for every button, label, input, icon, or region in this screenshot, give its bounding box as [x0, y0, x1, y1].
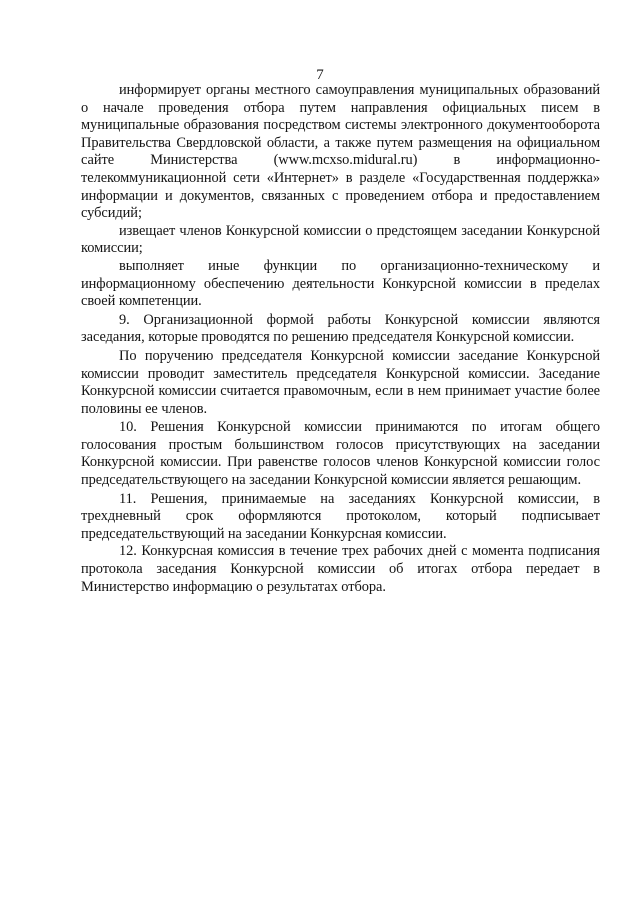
- paragraph-item-9: 9. Организационной формой работы Конкурсной комиссии являются заседания, которые проводятся по решению председателя Конкурсной комиссии.: [81, 311, 600, 346]
- document-body: [81, 82, 600, 596]
- paragraph-other-functions: выполняет иные функции по организационно-техническому и информационному обеспечению деятельности Конкурсной комиссии в пределах своей компетенции.: [81, 257, 600, 310]
- paragraph-item-11: 11. Решения, принимаемые на заседаниях Конкурсной комиссии, в трехдневный срок оформляются протоколом, который подписывает председательствующий на заседании Конкурсная комиссии.: [81, 490, 600, 542]
- paragraph-item-12: 12. Конкурсная комиссия в течение трех рабочих дней с момента подписания протокола заседания Конкурсной комиссии об итогах отбора передает в Министерство информацию о результатах отбора.: [81, 543, 600, 595]
- paragraph-notify-members: извещает членов Конкурсной комиссии о предстоящем заседании Конкурсной комиссии;: [81, 222, 600, 257]
- paragraph-item-10: 10. Решения Конкурсной комиссии принимаются по итогам общего голосования простым большинством голосов присутствующих на заседании Конкурсной комиссии. При равенстве голосов членов Конкурсной комиссии голос председательствующего на заседании Конкурсной комиссии является решающим.: [81, 419, 600, 489]
- paragraph-inform-municipalities: информирует органы местного самоуправления муниципальных образований о начале проведения отбора путем направления официальных писем в муниципальные образования посредством системы электронного документооборота Правительства Свердловской области, а также путем размещения на официальном сайте Министерства (www.mcxso.midural.ru) в информационно-телекоммуникационной сети «Интернет» в разделе «Государственная поддержка» информации и документов, связанных с проведением отбора и предоставлением субсидий;: [81, 82, 600, 222]
- paragraph-deputy-chair: По поручению председателя Конкурсной комиссии заседание Конкурсной комиссии проводит заместитель председателя Конкурсной комиссии. Заседание Конкурсной комиссии считается правомочным, если в нем принимает участие более половины ее членов.: [81, 347, 600, 417]
- page-number: 7: [316, 67, 324, 83]
